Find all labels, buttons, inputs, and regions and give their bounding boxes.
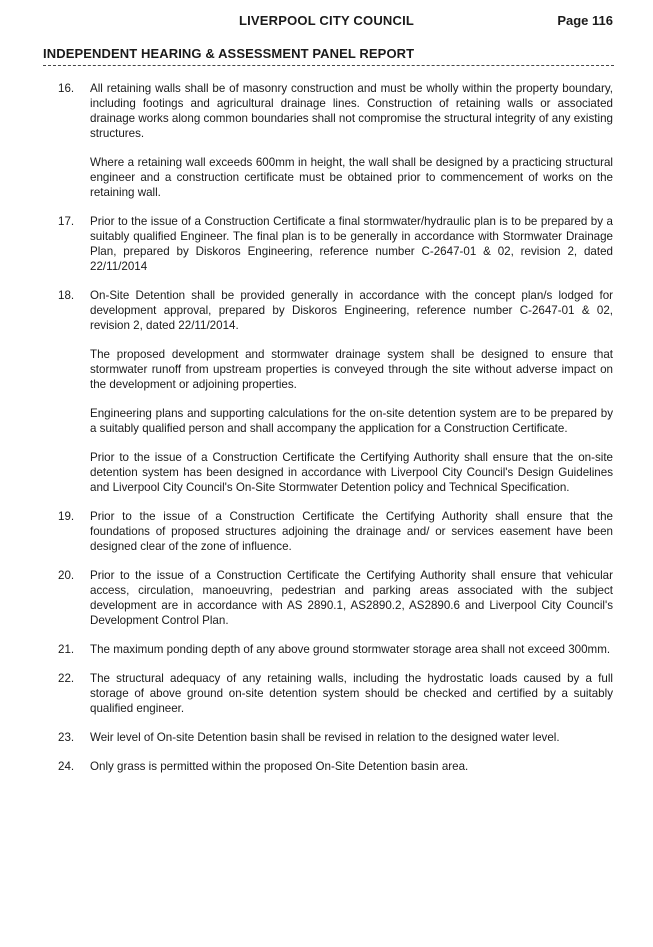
condition-paragraph: Prior to the issue of a Construction Certificate the Certifying Authority shall ensure that the foundations of proposed structures adjoining the drainage and/ or services easement have been designed clear of the zone of influence. xyxy=(90,510,613,553)
condition-number: 19. xyxy=(58,510,75,523)
condition-item xyxy=(51,288,613,495)
condition-number: 20. xyxy=(58,569,75,582)
page-header xyxy=(0,13,653,31)
condition-paragraph: The maximum ponding depth of any above ground stormwater storage area shall not exceed 300mm. xyxy=(90,643,611,656)
condition-paragraph: On-Site Detention shall be provided generally in accordance with the concept plan/s lodged for development approval, prepared by Diskoros Engineering, reference number C-2647-01 & 02, revision 2, dated 22/11/2014. xyxy=(90,289,613,332)
condition-number: 24. xyxy=(58,760,75,773)
report-title: INDEPENDENT HEARING & ASSESSMENT PANEL REPORT xyxy=(43,46,415,61)
condition-number: 17. xyxy=(58,215,75,228)
condition-number: 22. xyxy=(58,672,75,685)
condition-paragraph: All retaining walls shall be of masonry construction and must be wholly within the property boundary, including footings and agricultural drainage lines. Construction of retaining walls or associated drainage works along common boundaries shall not compromise the structural integrity of any existing structures. xyxy=(90,82,613,140)
condition-number: 18. xyxy=(58,289,75,302)
condition-item xyxy=(51,509,613,554)
condition-paragraph: The proposed development and stormwater drainage system shall be designed to ensure that stormwater runoff from upstream properties is conveyed through the site without adverse impact on the development or adjoining properties. xyxy=(90,348,613,391)
condition-paragraph: Prior to the issue of a Construction Certificate the Certifying Authority shall ensure that the on-site detention system has been designed in accordance with Liverpool City Council's Design Guidelines and Liverpool City Council's On-Site Stormwater Detention policy and Technical Specification. xyxy=(90,451,613,494)
condition-number: 16. xyxy=(58,82,75,95)
condition-item xyxy=(51,730,613,745)
condition-paragraph: Weir level of On-site Detention basin shall be revised in relation to the designed water level. xyxy=(90,731,560,744)
condition-number: 23. xyxy=(58,731,75,744)
condition-paragraph: Prior to the issue of a Construction Certificate the Certifying Authority shall ensure that vehicular access, circulation, manoeuvring, pedestrian and parking areas associated with the subject development are in accordance with AS 2890.1, AS2890.2, AS2890.6 and Liverpool City Council's Development Control Plan. xyxy=(90,569,613,627)
page-number: Page 116 xyxy=(557,13,613,28)
condition-item xyxy=(51,214,613,274)
condition-item xyxy=(51,759,613,774)
condition-item xyxy=(51,81,613,200)
condition-item xyxy=(51,568,613,628)
condition-item xyxy=(51,671,613,716)
condition-number: 21. xyxy=(58,643,75,656)
condition-paragraph: Prior to the issue of a Construction Certificate a final stormwater/hydraulic plan is to be prepared by a suitably qualified Engineer. The final plan is to be generally in accordance with Stormwater Drainage Plan, prepared by Diskoros Engineering, reference number C-2647-01 & 02, revision 2, dated 22/11/2014 xyxy=(90,215,613,273)
condition-item xyxy=(51,642,613,657)
condition-paragraph: Where a retaining wall exceeds 600mm in height, the wall shall be designed by a practicing structural engineer and a construction certificate must be obtained prior to commencement of works on the retaining wall. xyxy=(90,156,613,199)
conditions-list xyxy=(51,81,613,788)
condition-paragraph: Engineering plans and supporting calculations for the on-site detention system are to be prepared by a suitably qualified person and shall accompany the application for a Construction Certificate. xyxy=(90,407,613,435)
condition-paragraph: Only grass is permitted within the proposed On-Site Detention basin area. xyxy=(90,760,469,773)
header-divider xyxy=(43,65,614,66)
condition-paragraph: The structural adequacy of any retaining walls, including the hydrostatic loads caused by a full storage of above ground on-site detention system should be checked and certified by a suitably qualified engineer. xyxy=(90,672,613,715)
council-name: LIVERPOOL CITY COUNCIL xyxy=(238,13,415,28)
